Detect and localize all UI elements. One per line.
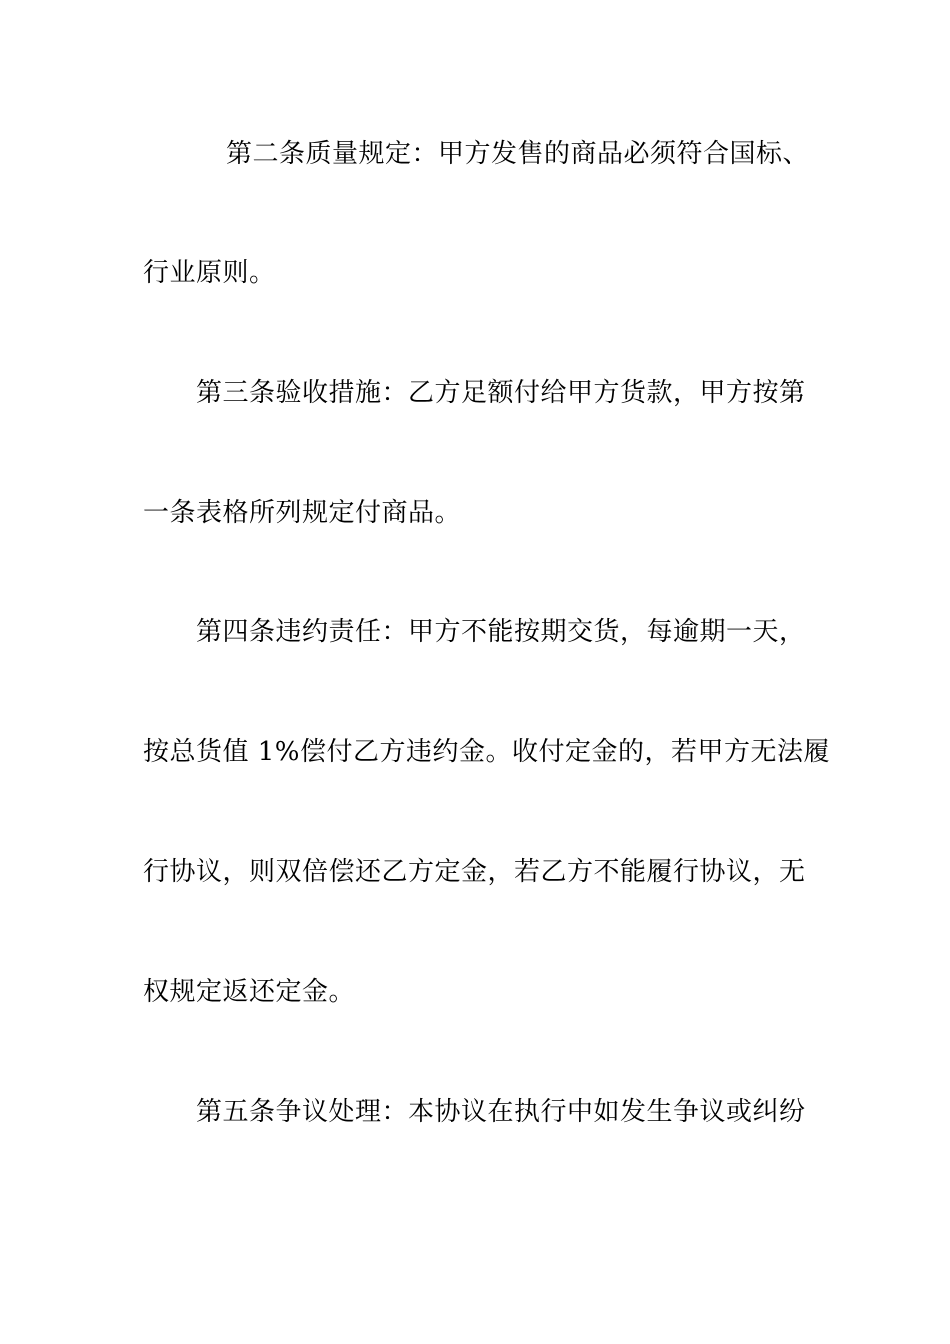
article-2-line-1: 第二条质量规定：甲方发售的商品必须符合国标、 <box>226 139 810 169</box>
article-3-line-1: 第三条验收措施：乙方足额付给甲方货款，甲方按第 <box>196 378 806 408</box>
article-2-line-2: 行业原则。 <box>143 258 276 288</box>
article-4-line-4: 权规定返还定金。 <box>143 977 356 1007</box>
article-3-line-2: 一条表格所列规定付商品。 <box>143 498 462 528</box>
article-5-line-1: 第五条争议处理：本协议在执行中如发生争议或纠纷 <box>196 1097 806 1127</box>
article-4-line-3: 行协议，则双倍偿还乙方定金，若乙方不能履行协议，无 <box>143 857 806 887</box>
article-4-line-2: 按总货值 1%偿付乙方违约金。收付定金的，若甲方无法履 <box>143 737 831 767</box>
article-4-line-1: 第四条违约责任：甲方不能按期交货，每逾期一天， <box>196 617 806 647</box>
